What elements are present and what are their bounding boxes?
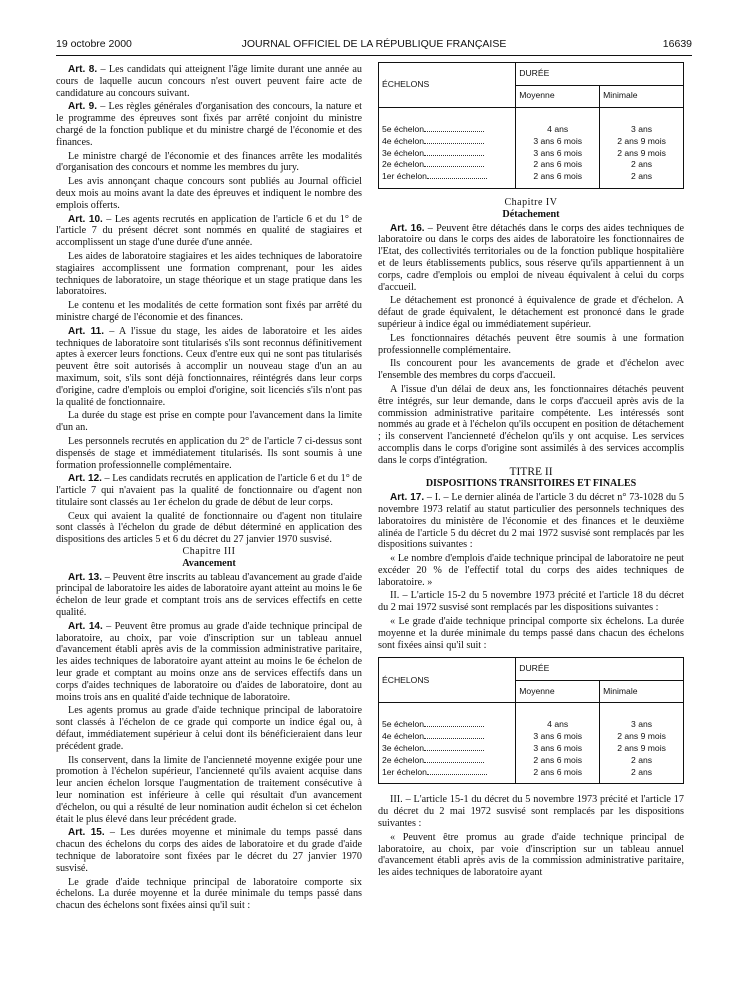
echelon-cell: [379, 767, 516, 784]
echelon-cell: [379, 171, 516, 188]
paragraph-text: Ils concourent pour les avancements de grade et d'échelon avec l'ensemble des membres du corps d'accueil.: [378, 358, 684, 382]
echelon-label: 3e échelon: [382, 743, 425, 754]
column-minimale: Minimale: [600, 85, 684, 108]
echelons-table: [378, 657, 684, 784]
minimale-cell: 2 ans: [600, 171, 684, 188]
chapter-heading: Chapitre III: [182, 546, 236, 558]
echelon-label: 3e échelon: [382, 147, 425, 158]
table-row: [379, 767, 684, 784]
moyenne-cell: 3 ans 6 mois: [516, 148, 600, 160]
paragraph: [56, 877, 362, 912]
paragraph-text: – I. – Le dernier alinéa de l'article 3 du décret n° 73-1028 du 5 novembre 1973 relatif au statut particulier des personnels techniques des laboratoires du ministère de l'économie et des finances et le deuxième alinéa de l'article 5 du décret du 2 mai 1972 susvisé sont remplacés par les dispositions suivantes :: [378, 492, 684, 551]
header-date: 19 octobre 2000: [56, 38, 132, 50]
echelon-label: 4e échelon: [382, 135, 425, 146]
paragraph: [378, 384, 684, 467]
paragraph-text: III. – L'article 15-1 du décret du 5 novembre 1973 précité et l'article 17 du décret du 2 mai 1972 susvisé sont remplacés par les dispositions suivantes :: [378, 794, 684, 830]
paragraph-text: – Les candidats qui atteignent l'âge limite durant une année au cours de laquelle aucun concours n'est ouvert peuvent faire acte de candidature au concours suivant.: [56, 64, 362, 99]
leader-dots: [424, 165, 484, 167]
paragraph: [378, 333, 684, 357]
paragraph-text: Les avis annonçant chaque concours sont publiés au Journal officiel deux mois au moins avant la date des épreuves et indiquent le nombre des emplois offerts.: [56, 176, 362, 211]
page-header: [56, 38, 692, 54]
minimale-cell: 2 ans 9 mois: [600, 136, 684, 148]
minimale-cell: 2 ans 9 mois: [600, 743, 684, 755]
echelon-label: 2e échelon: [382, 159, 425, 170]
article-paragraph: [56, 572, 362, 619]
leader-dots: [424, 749, 484, 751]
article-paragraph: [56, 326, 362, 409]
paragraph-text: Ils conservent, dans la limite de l'ancienneté moyenne exigée pour une promotion à l'échelon supérieur, l'ancienneté qu'ils avaient acquise dans leur ancien échelon lorsque l'augmentation de traitement consécutive à leur nomination est inférieure à celle qui résultait d'un avancement d'échelon, ou qui a résulté de leur nomination audit échelon si cet échelon était le plus élevé dans leur précédent grade.: [56, 754, 362, 825]
paragraph-text: – Les candidats recrutés en application de l'article 6 et du 1° de l'article 7 qui n'avaient pas la qualité de fonctionnaire ou d'agent non titulaire sont classés au 1er échelon du grade de début de leur corps.: [56, 473, 362, 508]
titre-title: DISPOSITIONS TRANSITOIRES ET FINALES: [425, 478, 637, 490]
article-paragraph: [56, 214, 362, 249]
echelons-table: [378, 62, 684, 189]
chapter-title: Avancement: [182, 557, 236, 569]
leader-dots: [424, 154, 484, 156]
echelon-label: 2e échelon: [382, 754, 425, 765]
moyenne-cell: 3 ans 6 mois: [516, 731, 600, 743]
leader-dots: [424, 737, 484, 739]
echelons-table-1: [378, 62, 684, 189]
article-paragraph: [378, 223, 684, 294]
header-journal-title: JOURNAL OFFICIEL DE LA RÉPUBLIQUE FRANÇAISE: [241, 38, 507, 50]
paragraph-text: Ceux qui avaient la qualité de fonctionnaire ou d'agent non titulaire sont classés à l'échelon du grade de début déterminé en application des dispositions des articles 5 et 6 du décret du 27 janvier 1970 susvisé.: [56, 510, 362, 546]
right-column-part-a: [378, 197, 684, 651]
echelon-label: 5e échelon: [382, 124, 425, 134]
moyenne-cell: 2 ans 6 mois: [516, 755, 600, 767]
moyenne-cell: 2 ans 6 mois: [516, 171, 600, 188]
paragraph-text: « Peuvent être promus au grade d'aide technique principal de laboratoire, au choix, par voie d'inscription sur un tableau annuel d'avancement établi après avis de la commission administrative paritaire, les aides techniques de laboratoire ayant: [378, 831, 684, 879]
echelon-label: 1er échelon: [382, 766, 427, 777]
paragraph: [378, 616, 684, 651]
echelon-label: 4e échelon: [382, 731, 425, 742]
paragraph-text: Le ministre chargé de l'économie et des finances arrête les modalités d'organisation des concours et nomme les membres du jury.: [56, 150, 362, 174]
paragraph: [378, 295, 684, 330]
left-column: [56, 62, 362, 912]
column-duree: DURÉE: [516, 63, 684, 86]
minimale-cell: 2 ans: [600, 767, 684, 784]
article-paragraph: [56, 64, 362, 99]
paragraph-text: – Peuvent être promus au grade d'aide technique principal de laboratoire, au choix, par voie d'inscription sur un tableau annuel d'avancement établi après avis de la commission administrative paritaire, les aides techniques de laboratoire ayant atteint au moins le 6e échelon de leur grade et comptant au moins onze ans de services effectifs dans un corps d'aides techniques de laboratoire ou d'aides de laboratoire, dont au moins trois ans en qualité d'aide technique de laboratoire.: [56, 620, 362, 703]
leader-dots: [424, 130, 484, 132]
paragraph-text: La durée du stage est prise en compte pour l'avancement dans la limite d'un an.: [56, 410, 362, 434]
minimale-cell: 3 ans: [600, 703, 684, 731]
table-row: [379, 731, 684, 743]
paragraph: [378, 358, 684, 382]
paragraph-text: « Le nombre d'emplois d'aide technique principal de laboratoire ne peut excéder 20 % de l'effectif total du corps des aides techniques de laboratoire. »: [378, 553, 684, 588]
table-row: [379, 703, 684, 731]
right-column: [378, 62, 684, 879]
paragraph: [378, 553, 684, 588]
minimale-cell: 2 ans: [600, 755, 684, 767]
paragraph: [56, 436, 362, 471]
article-number: Art. 9.: [68, 101, 98, 113]
minimale-cell: 2 ans: [600, 159, 684, 171]
leader-dots: [424, 725, 484, 727]
column-moyenne: Moyenne: [516, 680, 600, 703]
echelon-cell: [379, 731, 516, 743]
echelon-cell: [379, 159, 516, 171]
paragraph: [56, 511, 362, 546]
paragraph: [56, 755, 362, 826]
paragraph-text: Les fonctionnaires détachés peuvent être soumis à une formation professionnelle complémentaire.: [378, 332, 684, 356]
table-row: [379, 171, 684, 188]
table-row: [379, 755, 684, 767]
echelon-cell: [379, 743, 516, 755]
article-number: Art. 8.: [68, 64, 98, 75]
article-paragraph: [56, 621, 362, 704]
paragraph: [56, 300, 362, 324]
paragraph: [56, 151, 362, 175]
moyenne-cell: 4 ans: [516, 108, 600, 136]
article-paragraph: [56, 473, 362, 508]
chapter-heading: Chapitre IV: [504, 196, 558, 208]
moyenne-cell: 2 ans 6 mois: [516, 767, 600, 784]
echelon-cell: [379, 148, 516, 160]
paragraph-text: Les agents promus au grade d'aide technique principal de laboratoire sont classés à l'échelon de ce grade qui comporte un indice égal ou, à défaut, immédiatement supérieur à celui dont ils bénéficieraient dans leur précédent grade.: [56, 705, 362, 752]
paragraph-text: « Le grade d'aide technique principal comporte six échelons. La durée moyenne et la durée minimale du temps passé dans chacun des échelons sont fixées ainsi qu'il suit :: [378, 616, 684, 651]
paragraph-text: – Les agents recrutés en application de l'article 6 et du 1° de l'article 7 du présent décret sont nommés en qualité de stagiaires et accomplissent un stage d'une durée d'une année.: [56, 213, 362, 249]
paragraph-text: II. – L'article 15-2 du 5 novembre 1973 précité et l'article 18 du décret du 2 mai 1972 susvisé sont remplacés par les dispositions suivantes :: [378, 590, 684, 614]
paragraph-text: Le contenu et les modalités de cette formation sont fixés par arrêté du ministre chargé de l'économie et des finances.: [56, 300, 362, 323]
paragraph-text: – Peuvent être inscrits au tableau d'avancement au grade d'aide principal de laboratoire les aides de laboratoire ayant atteint au moins le 6e échelon de leur grade et comptant trois ans de services effectifs en cette qualité.: [56, 571, 362, 619]
paragraph: [56, 176, 362, 211]
leader-dots: [427, 773, 487, 775]
paragraph-text: A l'issue d'un délai de deux ans, les fonctionnaires détachés peuvent être intégrés, sur leur demande, dans le corps d'accueil après avis de la commission administrative paritaire compétente. Les intéressés sont nommés au grade et à l'échelon qu'ils occupent en position de détachement ; ils conservent l'ancienneté d'échelon qu'ils y ont acquise. Les services accomplis dans le corps d'origine sont assimilés à des services accomplis dans le corps d'intégration.: [378, 383, 684, 466]
paragraph-text: – A l'issue du stage, les aides de laboratoire et les aides techniques de laboratoire sont titularisés s'ils sont reconnus définitivement aptes à exercer leurs fonctions. Ceux d'entre eux qui ne sont pas titularisés peuvent être soit autorisés à accomplir un nouveau stage d'un an au maximum, soit, s'ils sont déjà fonctionnaires, réintégrés dans leur corps d'origine, cadre d'emplois ou emploi d'origine, soit licenciés s'ils n'ont pas la qualité de fonctionnaire.: [56, 325, 362, 408]
column-minimale: Minimale: [600, 680, 684, 703]
article-number: Art. 13.: [68, 571, 103, 583]
echelon-cell: [379, 755, 516, 767]
article-number: Art. 11.: [68, 325, 104, 337]
echelon-cell: [379, 703, 516, 731]
article-paragraph: [378, 492, 684, 551]
leader-dots: [427, 177, 487, 179]
paragraph-text: Les aides de laboratoire stagiaires et les aides techniques de laboratoire stagiaires accomplissent une formation comprenant, pour les aides techniques de laboratoire, un stage théorique et un stage pratique dans les laboratoires.: [56, 250, 362, 298]
echelon-cell: [379, 108, 516, 136]
article-number: Art. 14.: [68, 620, 103, 632]
paragraph: [56, 705, 362, 752]
paragraph: [378, 590, 684, 614]
paragraph: [56, 410, 362, 434]
echelon-label: 1er échelon: [382, 171, 427, 182]
echelon-cell: [379, 136, 516, 148]
paragraph-text: Le grade d'aide technique principal de laboratoire comporte six échelons. La durée moyenne et la durée minimale du temps passé dans chacun des échelons sont fixées ainsi qu'il suit :: [56, 876, 362, 912]
article-number: Art. 17.: [390, 492, 425, 504]
table-row: [379, 743, 684, 755]
paragraph-text: Le détachement est prononcé à équivalence de grade et d'échelon. A défaut de grade équivalent, le détachement est prononcé dans le grade supérieur à indice égal ou immédiatement supérieur.: [378, 295, 684, 330]
column-echelons: ÉCHELONS: [379, 63, 516, 108]
right-column-part-b: [378, 794, 684, 879]
table-row: [379, 136, 684, 148]
paragraph-text: Les personnels recrutés en application du 2° de l'article 7 ci-dessus sont dispensés de stage et immédiatement titularisés. Ils sont soumis à une formation professionnelle complémentaire.: [56, 435, 362, 471]
column-echelons: ÉCHELONS: [379, 658, 516, 703]
echelons-table-2: [378, 657, 684, 784]
leader-dots: [424, 761, 484, 763]
minimale-cell: 2 ans 9 mois: [600, 148, 684, 160]
paragraph: [56, 251, 362, 298]
leader-dots: [424, 142, 484, 144]
paragraph-text: – Les durées moyenne et minimale du temps passé dans chacun des échelons du corps des aides de laboratoire et du grade d'aide technique de laboratoire sont fixées par le décret du 27 janvier 1970 susvisé.: [56, 827, 363, 874]
article-number: Art. 10.: [68, 213, 103, 225]
minimale-cell: 2 ans 9 mois: [600, 731, 684, 743]
moyenne-cell: 3 ans 6 mois: [516, 136, 600, 148]
column-duree: DURÉE: [516, 658, 684, 681]
moyenne-cell: 2 ans 6 mois: [516, 159, 600, 171]
article-number: Art. 12.: [68, 473, 102, 485]
moyenne-cell: 3 ans 6 mois: [516, 743, 600, 755]
header-page-number: 16639: [662, 38, 692, 50]
table-row: [379, 108, 684, 136]
titre-heading: TITRE II: [509, 465, 553, 478]
echelon-label: 5e échelon: [382, 719, 425, 730]
column-moyenne: Moyenne: [516, 85, 600, 108]
paragraph: [378, 832, 684, 879]
article-paragraph: [56, 101, 362, 148]
paragraph-text: – Peuvent être détachés dans le corps des aides techniques de laboratoire ou dans le corps des aides de laboratoire les fonctionnaires de l'Etat, des collectivités territoriales ou de la fonction publique hospitalière et de leurs établissements publics, sous réserve qu'ils appartiennent à un corps, cadre d'emplois ou emploi de niveau équivalent à celui du corps d'accueil.: [378, 222, 684, 293]
article-number: Art. 15.: [68, 827, 105, 839]
header-rule: [56, 55, 692, 56]
moyenne-cell: 4 ans: [516, 703, 600, 731]
paragraph: [378, 794, 684, 829]
article-paragraph: [56, 827, 362, 874]
chapter-title: Détachement: [502, 208, 560, 220]
article-number: Art. 16.: [390, 222, 425, 234]
paragraph-text: – Les règles générales d'organisation des concours, la nature et le programme des épreuves sont fixés par arrêté conjoint du ministre chargé de la fonction publique et du ministre chargé de l'économie et des finances.: [56, 101, 362, 148]
table-row: [379, 159, 684, 171]
minimale-cell: 3 ans: [600, 108, 684, 136]
table-row: [379, 148, 684, 160]
